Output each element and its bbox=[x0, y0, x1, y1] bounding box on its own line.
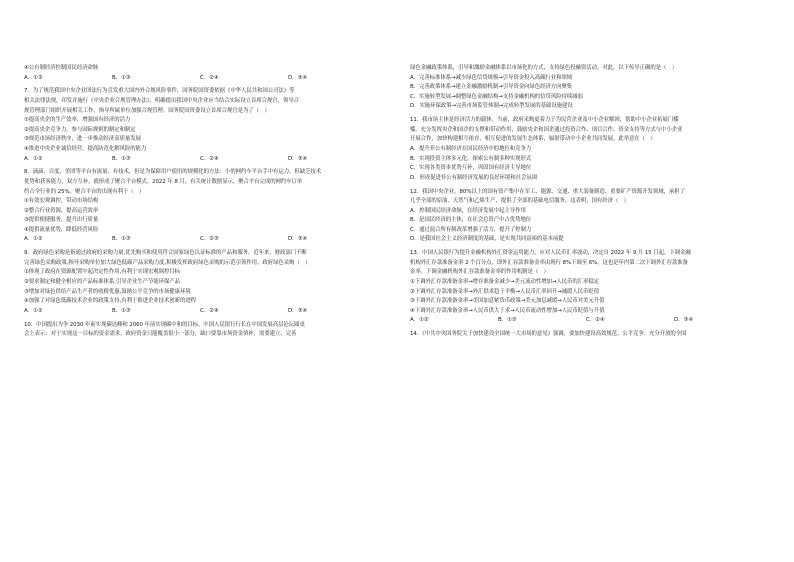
text-line: A．提升非公有制经济在国民经济中的地位和竞争力 bbox=[410, 145, 532, 152]
text-line: 规管理部门组织开展相关工作，指导所属单位加强合规管理。国务院国资委设立首席合规官是为了（ ） bbox=[24, 107, 270, 114]
text-line: 绿色金融政策体系，引导和激励金融体系以市场化的方式，支持绿色投融资活动。对此，以下传导正确的是（ ） bbox=[410, 65, 678, 71]
question-stem: 12．我国中央企业，80%以上的国有资产集中在军工、能源、交通、重大装备制造、重要矿产资源开发领域，承担了 bbox=[410, 188, 685, 195]
text-line: 相关法律法规，印发并施行《中央企业合规管理办法》，明确提出我国中央企业应当结合实际设立首席合规官，领导合 bbox=[24, 97, 300, 104]
answer-option: B．①③ bbox=[112, 74, 131, 81]
question-stem: 11．我市场主体是经济活力的载体。当前，政府采购更着力于为民营企业及中小企业解困，帮助中小企业拓展门槛 bbox=[410, 117, 679, 124]
text-line: ①体现了政府在资源配置中起决定性作用,有利于实现宏观调控目标 bbox=[24, 269, 180, 276]
text-line: 机构外汇存款准备金率 2 个百分点，即外汇存款准备金率由现行 8%下调至 6%。这也是年内第二次下调外汇存款准备 bbox=[410, 259, 688, 266]
answer-option: D．③④ bbox=[674, 317, 694, 324]
text-line: ②整合行业资源，提高运营效率 bbox=[24, 207, 99, 214]
question-stem: 8．滴滴、百度、美团等平台有流量、有技术，但是为保障用户使用的规模化的方法：小的网约车平台手中有运力，但缺乏技术 bbox=[24, 169, 322, 176]
text-line: A．控制国民经济命脉，在经济发展中起主导作用 bbox=[410, 207, 526, 214]
answer-options bbox=[24, 235, 380, 245]
text-line: ②提高央企竞争力，参与国际规则的制定和制定 bbox=[24, 126, 136, 133]
answer-option: D．③④ bbox=[288, 307, 308, 314]
answer-option: C．②③ bbox=[200, 236, 219, 243]
question-stem: 7．为了规范我国中央企业团法行为引发重大国内外合规风险事件，国务院国资委依据《中华人民共和国公司法》等 bbox=[24, 88, 295, 95]
answer-option: C．②④ bbox=[200, 307, 219, 314]
text-line: ①下调外汇存款准备金率→增存准备金减少→美元流动性增加→人民币的汇率稳定 bbox=[410, 279, 600, 286]
answer-option: C．②④ bbox=[586, 317, 605, 324]
right-column bbox=[410, 64, 766, 340]
text-line: 约占全行业的 25%。聚合平台的出现有利于（ ） bbox=[24, 188, 145, 195]
answer-option: A．①② bbox=[24, 74, 43, 81]
text-line: B．实现投资主体多元化，探索公有制多种实现形式 bbox=[410, 155, 532, 162]
text-line: 会上表示：对于实现这一目标的资金需求，政府资金只能覆盖很小一部分，缺口要靠市场资金填补，需要建立、完善 bbox=[24, 331, 297, 338]
text-line: C．通过混合所有制改革增强了活力，提升了控制力 bbox=[410, 226, 532, 233]
text-line: ③规范市场经济秩序，进一步推动经济高质量发展 bbox=[24, 136, 141, 143]
text-line: D．是我国社会主义经济制度的基础，是实现共同富裕的基本前提 bbox=[410, 236, 564, 243]
text-line: C．实现各类资本优势互补，巩固国有经济主导地位 bbox=[410, 165, 532, 172]
text-line: D．实施环保政策→完善市场监管体制→完成转型发展的基础设施建设 bbox=[410, 103, 573, 110]
text-line: B．是国民经济的主体，在社会总资产中占优势地位 bbox=[410, 217, 532, 224]
answer-option: D．③④ bbox=[288, 74, 308, 81]
answer-option: B．①③ bbox=[112, 236, 131, 243]
question-stem: 14．《中共中央国务院关于加快建设全国统一大市场的意见》强调，要加快建设高效规范、公平竞争、充分开放的全国 bbox=[410, 331, 687, 338]
answer-option: D．③④ bbox=[288, 155, 308, 162]
question-stem: 13．中国人民银行为提升金融机构外汇资金运用能力，应对人民币汇率波动，决定自 2022 年 9 月 15 日起，下调金融 bbox=[410, 250, 691, 257]
answer-options bbox=[410, 316, 766, 326]
question-stem: 9．政府绿色采购是指通过政府的采购力量,优先购买和使用符合国家绿色认证标准的产品和服务。近年来，财政部门不断 bbox=[24, 250, 307, 257]
text-line: ③下调外汇存款准备金率→美国加息紧货币政策→美元加息减缓→人民币对美元升值 bbox=[410, 298, 605, 305]
text-line: C．实施转型发展→调整绿色金融结构→支持金融机构的信贷风险持续减弱 bbox=[410, 93, 583, 100]
answer-option: A．①② bbox=[24, 307, 43, 314]
answer-option: D．③④ bbox=[288, 236, 308, 243]
answer-option: B．①③ bbox=[498, 317, 517, 324]
text-line: 完善绿色采购政策,指导采购单位加大绿色低碳产品采购力度,积极发挥政府绿色采购的示范引领作用。政府绿色采购（ ） bbox=[24, 259, 311, 266]
answer-options bbox=[24, 307, 380, 317]
left-column bbox=[24, 64, 380, 340]
question-stem: 10．中国提出为争 2030 年前实现碳达峰和 2060 年前实现碳中和的目标。中国人民银行行长在中国发展高层论坛圆桌 bbox=[24, 321, 305, 328]
text-line: ④下调外汇存款准备金率→人民币供大于求→人民币流动性增加→人民币贬值与升值 bbox=[410, 307, 605, 314]
answer-options bbox=[24, 155, 380, 165]
text-line: D．形成促进非公有制经济发展的良好环境和社会氛围 bbox=[410, 174, 537, 181]
text-line: ④提供流量优势，降低经营风险 bbox=[24, 226, 99, 233]
text-line: 几乎全部的原油、天然气和乙烯生产，提供了全部的基础电信服务。这表明，国有经济（ ） bbox=[410, 198, 629, 205]
text-line: 金率。下调金融机构外汇存款准备金率的作用机制是（ ） bbox=[410, 269, 549, 276]
text-line: ④推进中央企业诚信经营，提高防范化解风险的能力 bbox=[24, 145, 147, 152]
text-line: ①提高央企的生产效率，增强国有经济的活力 bbox=[24, 117, 131, 124]
text-line: ②要求制定和健全相应的产品标准体系,引导企业生产节能环保产品 bbox=[24, 279, 180, 286]
answer-option: A．①② bbox=[24, 236, 43, 243]
answer-option: B．①③ bbox=[112, 155, 131, 162]
text-line: ③增加对绿色供给产品生产者的收税优惠,鼓励公平竞争的市场健康环境 bbox=[24, 288, 191, 295]
text-line: 槛。充分发挥央企和国企的支撑和带动作用，鼓励央企和国企通过投资合作、项目合作、资金支持等方式与中小企业 bbox=[410, 126, 683, 133]
answer-option: B．①③ bbox=[112, 307, 131, 314]
text-line: 优势和获客能力，双方互补，就形成了聚合平台模式。2022 年 8 月，有关统计数据显示，聚合平台完成的网约车订单 bbox=[24, 178, 303, 185]
answer-option: A．①② bbox=[410, 317, 429, 324]
text-line: ②下调外汇存款准备金率→外汇供求趋于平衡→人民币汇率回升→减缓人民币贬值 bbox=[410, 288, 600, 295]
text-line: ③提供便捷服务，提升出行质量 bbox=[24, 217, 99, 224]
answer-option: C．②④ bbox=[200, 74, 219, 81]
text-line: A．完善标准体系→减少绿色信贷规模→引导资金投入高碳行业和领域 bbox=[410, 74, 573, 81]
text-line: B．完善政策体系→建立金融激励机制→引导资金向绿色经济方向聚集 bbox=[410, 84, 573, 91]
text-line: ④公有制经济控制国民经济命脉 bbox=[24, 65, 99, 71]
text-line: ④加强了对绿色低碳技术企业的政策支持,有利于推进企业技术创新的进程 bbox=[24, 298, 197, 305]
answer-option: C．②④ bbox=[200, 155, 219, 162]
text-line: 开展合作，加快构建相互依存、相互促进的发展生态体系，辐射带动中小企业共同发展。此举意在（ ） bbox=[410, 136, 656, 143]
text-line: ①有效宏观调控，带动市场结构 bbox=[24, 198, 99, 205]
answer-options bbox=[24, 74, 380, 84]
answer-option: A．①② bbox=[24, 155, 43, 162]
